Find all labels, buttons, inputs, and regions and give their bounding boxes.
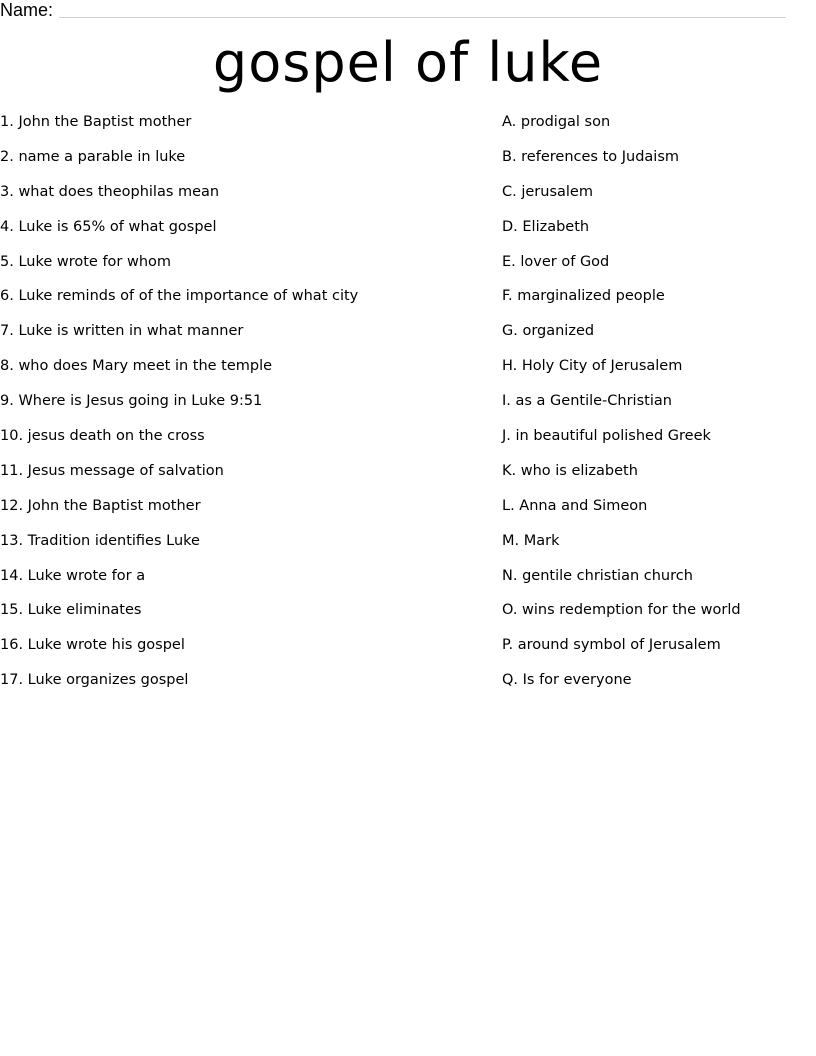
answer-item: F. marginalized people — [502, 288, 665, 305]
answer-item: E. lover of God — [502, 253, 610, 270]
question-item: 1. John the Baptist mother — [0, 114, 192, 130]
name-label: Name: — [0, 0, 54, 20]
answer-item: P. around symbol of Jerusalem — [502, 637, 721, 654]
answer-item: I. as a Gentile-Christian — [502, 393, 672, 410]
question-item: 12. John the Baptist mother — [0, 497, 201, 514]
question-item: 6. Luke reminds of of the importance of what city — [0, 288, 359, 305]
question-item: 9. Where is Jesus going in Luke 9:51 — [0, 393, 263, 410]
question-item: 4. Luke is 65% of what gospel — [0, 218, 217, 235]
question-item: 7. Luke is written in what manner — [0, 323, 244, 340]
answer-item: D. Elizabeth — [502, 218, 590, 235]
question-item: 11. Jesus message of salvation — [0, 462, 224, 479]
answer-item: O. wins redemption for the world — [502, 602, 741, 619]
name-field — [0, 0, 786, 20]
answer-item: M. Mark — [502, 532, 560, 549]
question-item: 16. Luke wrote his gospel — [0, 637, 185, 654]
question-item: 8. who does Mary meet in the temple — [0, 358, 273, 375]
answer-item: L. Anna and Simeon — [502, 497, 648, 514]
answer-item: B. references to Judaism — [502, 148, 679, 165]
question-item: 13. Tradition identifies Luke — [0, 532, 200, 549]
answer-item: Q. Is for everyone — [502, 672, 632, 689]
answer-item: N. gentile christian church — [502, 567, 693, 584]
question-item: 15. Luke eliminates — [0, 602, 142, 619]
question-item: 14. Luke wrote for a — [0, 567, 146, 584]
question-item: 17. Luke organizes gospel — [0, 672, 189, 689]
answer-item: J. in beautiful polished Greek — [502, 428, 711, 445]
answer-item: G. organized — [502, 323, 595, 340]
answer-item: H. Holy City of Jerusalem — [502, 358, 683, 375]
answers-list — [502, 111, 812, 704]
answer-item: C. jerusalem — [502, 183, 593, 200]
worksheet-title: gospel of luke — [212, 31, 604, 94]
question-item: 10. jesus death on the cross — [0, 428, 205, 445]
question-item: 5. Luke wrote for whom — [0, 253, 172, 270]
question-item: 3. what does theophilas mean — [0, 183, 220, 200]
name-blank-line — [59, 17, 786, 18]
answer-item: K. who is elizabeth — [502, 462, 638, 479]
answer-item: A. prodigal son — [502, 114, 611, 130]
questions-list — [0, 111, 480, 704]
question-item: 2. name a parable in luke — [0, 148, 186, 165]
